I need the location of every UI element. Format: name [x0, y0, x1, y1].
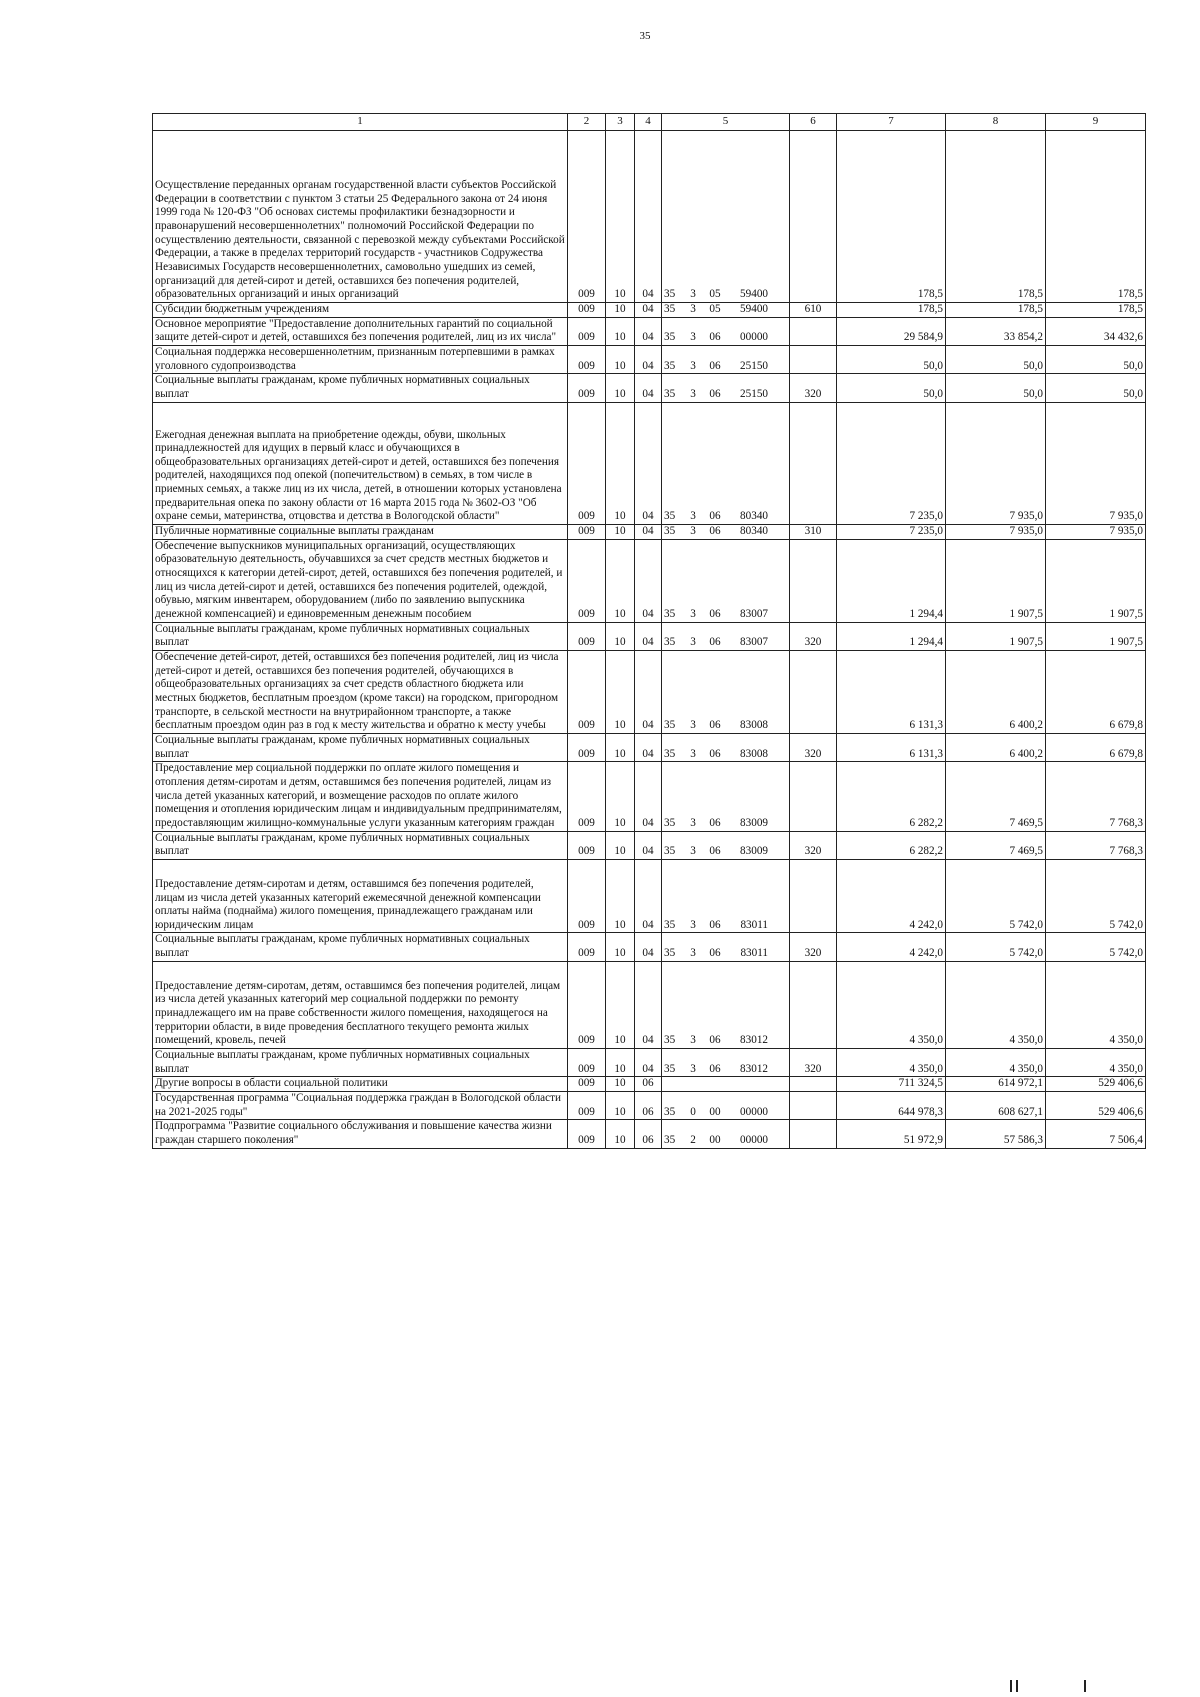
amount-col-9: 529 406,6: [1046, 1092, 1146, 1120]
ministry-code: 009: [568, 1077, 606, 1092]
target-article-code: [662, 1092, 790, 1120]
amount-col-9: 50,0: [1046, 345, 1146, 373]
target-article-part: 25150: [740, 359, 768, 372]
amount-col-9: 6 679,8: [1046, 651, 1146, 734]
target-article-part: 00000: [740, 331, 768, 344]
amount-col-7: 4 350,0: [837, 1049, 946, 1077]
page-number: 35: [639, 30, 651, 42]
target-article-part: 06: [709, 747, 721, 760]
target-article-part: 3: [690, 608, 696, 621]
amount-col-9: 4 350,0: [1046, 1049, 1146, 1077]
header-col-7: 7: [837, 114, 946, 131]
target-article-part: 3: [690, 1034, 696, 1047]
target-article-part: 3: [690, 918, 696, 931]
target-article-part: 05: [709, 302, 721, 315]
target-article-part: 3: [690, 359, 696, 372]
target-article-part: 35: [664, 510, 676, 523]
table-row: [153, 831, 1146, 859]
row-description: Подпрограмма "Развитие социального обслуживания и повышение качества жизни граждан старшего поколения": [153, 1120, 568, 1148]
target-article-part: 3: [690, 747, 696, 760]
header-col-5: 5: [662, 114, 790, 131]
amount-col-9: 4 350,0: [1046, 961, 1146, 1048]
amount-col-7: 711 324,5: [837, 1077, 946, 1092]
target-article-part: 35: [664, 816, 676, 829]
subsection-code: 04: [635, 539, 662, 622]
section-code: 10: [606, 345, 635, 373]
subsection-code: 06: [635, 1077, 662, 1092]
section-code: 10: [606, 733, 635, 761]
section-code: 10: [606, 1077, 635, 1092]
header-col-2: 2: [568, 114, 606, 131]
expense-type-code: 320: [790, 622, 837, 650]
target-article-part: 35: [664, 845, 676, 858]
amount-col-8: 33 854,2: [946, 317, 1046, 345]
target-article-part: 35: [664, 1134, 676, 1146]
target-article-code: [662, 302, 790, 317]
target-article-part: 06: [709, 525, 721, 538]
amount-col-7: 6 282,2: [837, 762, 946, 831]
row-description: Обеспечение детей-сирот, детей, оставшихся без попечения родителей, лиц из числа детей-сирот и детей, оставшихся без попечения родителей, обучающихся в общеобразовательных организациях за счет средств областного бюджета или местных бюджетов, бесплатным проездом (кроме такси) на городском, пригородном транспорте, в сельской местности на внутрирайонном транспорте, а также бесплатным проездом один раз в год к месту жительства и обратно к месту учебы: [153, 651, 568, 734]
target-article-part: 3: [690, 387, 696, 400]
target-article-part: 35: [664, 288, 676, 301]
target-article-part: 06: [709, 1034, 721, 1047]
target-article-part: 83008: [740, 719, 768, 732]
amount-col-7: 4 242,0: [837, 859, 946, 933]
amount-col-8: 1 907,5: [946, 622, 1046, 650]
amount-col-9: 1 907,5: [1046, 622, 1146, 650]
ministry-code: 009: [568, 525, 606, 540]
target-article-code: [662, 1077, 790, 1092]
table-row: [153, 961, 1146, 1048]
expense-type-code: [790, 651, 837, 734]
target-article-part: 59400: [740, 302, 768, 315]
amount-col-9: 5 742,0: [1046, 859, 1146, 933]
subsection-code: 04: [635, 402, 662, 525]
subsection-code: 04: [635, 1049, 662, 1077]
table-row: [153, 733, 1146, 761]
target-article-part: 06: [709, 359, 721, 372]
row-description: Ежегодная денежная выплата на приобретение одежды, обуви, школьных принадлежностей для идущих в первый класс и обучающихся в общеобразовательных организациях детей-сирот и детей, оставшихся без попечения родителей, находящихся под опекой (попечительством) в семьях, в том числе в приемных семьях, а также лиц из их числа, детей, в отношении которых установлена предварительная опека по закону области от 16 марта 2015 года № 3602-ОЗ "Об охране семьи, материнства, отцовства и детства в Вологодской области": [153, 402, 568, 525]
row-description: Публичные нормативные социальные выплаты гражданам: [153, 525, 568, 540]
target-article-part: 83012: [740, 1034, 768, 1047]
amount-col-9: 7 506,4: [1046, 1120, 1146, 1148]
amount-col-8: 614 972,1: [946, 1077, 1046, 1092]
target-article-code: [662, 762, 790, 831]
row-description: Предоставление детям-сиротам и детям, оставшимся без попечения родителей, лицам из числа детей указанных категорий ежемесячной денежной компенсации оплаты найма (поднайма) жилого помещения, принадлежащего гражданам или юридическим лицам: [153, 859, 568, 933]
amount-col-9: 6 679,8: [1046, 733, 1146, 761]
amount-col-7: 178,5: [837, 302, 946, 317]
table-row: [153, 1077, 1146, 1092]
expense-type-code: [790, 402, 837, 525]
amount-col-8: 6 400,2: [946, 651, 1046, 734]
table-row: [153, 302, 1146, 317]
section-code: 10: [606, 651, 635, 734]
amount-col-7: 4 350,0: [837, 961, 946, 1048]
row-description: Социальные выплаты гражданам, кроме публичных нормативных социальных выплат: [153, 733, 568, 761]
section-code: 10: [606, 622, 635, 650]
table-row: [153, 622, 1146, 650]
target-article-part: 06: [709, 1062, 721, 1075]
subsection-code: 06: [635, 1092, 662, 1120]
table-row: [153, 402, 1146, 525]
target-article-part: 80340: [740, 510, 768, 523]
subsection-code: 04: [635, 762, 662, 831]
section-code: 10: [606, 1092, 635, 1120]
target-article-part: 00000: [740, 1134, 768, 1146]
header-col-6: 6: [790, 114, 837, 131]
amount-col-8: 6 400,2: [946, 733, 1046, 761]
ministry-code: 009: [568, 131, 606, 303]
amount-col-9: 178,5: [1046, 131, 1146, 303]
ministry-code: 009: [568, 1092, 606, 1120]
subsection-code: 04: [635, 651, 662, 734]
subsection-code: 04: [635, 131, 662, 303]
scan-mark: [1010, 1680, 1012, 1692]
target-article-part: 00: [709, 1105, 721, 1118]
expense-type-code: 610: [790, 302, 837, 317]
amount-col-7: 50,0: [837, 374, 946, 402]
table-row: [153, 374, 1146, 402]
target-article-code: [662, 525, 790, 540]
expense-type-code: [790, 1077, 837, 1092]
target-article-code: [662, 402, 790, 525]
target-article-code: [662, 1049, 790, 1077]
table-row: [153, 1049, 1146, 1077]
table-row: [153, 345, 1146, 373]
table-row: [153, 1120, 1146, 1148]
target-article-part: 00: [709, 1134, 721, 1146]
row-description: Обеспечение выпускников муниципальных организаций, осуществляющих образовательную деятельность, обучавшихся за счет средств местных бюджетов и относящихся к категории детей-сирот, детей, оставшихся без попечения родителей, и лиц из числа детей-сирот и детей, оставшихся без попечения родителей, одеждой, обувью, мягким инвентарем, оборудованием (либо по заявлению выпускника денежной компенсацией) и единовременным денежным пособием: [153, 539, 568, 622]
target-article-part: 25150: [740, 387, 768, 400]
target-article-part: 83008: [740, 747, 768, 760]
row-description: Социальная поддержка несовершеннолетним, признанным потерпевшими в рамках уголовного судопроизводства: [153, 345, 568, 373]
expense-type-code: 320: [790, 374, 837, 402]
table-row: [153, 651, 1146, 734]
amount-col-7: 178,5: [837, 131, 946, 303]
row-description: Осуществление переданных органам государственной власти субъектов Российской Федерации в соответствии с пунктом 3 статьи 25 Федерального закона от 24 июня 1999 года № 120-ФЗ "Об основах системы профилактики безнадзорности и правонарушений несовершеннолетних" полномочий Российской Федерации по осуществлению деятельности, связанной с перевозкой между субъектами Российской Федерации, а также в пределах территорий государств - участников Содружества Независимых Государств несовершеннолетних, самовольно ушедших из семей, организаций для детей-сирот и детей, оставшихся без попечения родителей, образовательных организаций и иных организаций: [153, 131, 568, 303]
amount-col-7: 51 972,9: [837, 1120, 946, 1148]
amount-col-7: 1 294,4: [837, 622, 946, 650]
target-article-part: 35: [664, 608, 676, 621]
target-article-part: 3: [690, 1062, 696, 1075]
amount-col-8: 7 935,0: [946, 402, 1046, 525]
amount-col-7: 7 235,0: [837, 525, 946, 540]
header-col-3: 3: [606, 114, 635, 131]
amount-col-7: 4 242,0: [837, 933, 946, 961]
amount-col-9: 529 406,6: [1046, 1077, 1146, 1092]
row-description: Государственная программа "Социальная поддержка граждан в Вологодской области на 2021-2025 годы": [153, 1092, 568, 1120]
expense-type-code: [790, 317, 837, 345]
subsection-code: 04: [635, 622, 662, 650]
amount-col-8: 5 742,0: [946, 933, 1046, 961]
target-article-part: 83009: [740, 845, 768, 858]
target-article-part: 06: [709, 387, 721, 400]
ministry-code: 009: [568, 1120, 606, 1148]
expense-type-code: [790, 961, 837, 1048]
subsection-code: 04: [635, 831, 662, 859]
target-article-part: 35: [664, 947, 676, 960]
ministry-code: 009: [568, 374, 606, 402]
ministry-code: 009: [568, 651, 606, 734]
header-col-1: 1: [153, 114, 568, 131]
amount-col-8: 178,5: [946, 131, 1046, 303]
target-article-part: 00000: [740, 1105, 768, 1118]
expense-type-code: [790, 859, 837, 933]
amount-col-9: 7 935,0: [1046, 525, 1146, 540]
target-article-part: 59400: [740, 288, 768, 301]
table-row: [153, 859, 1146, 933]
target-article-code: [662, 1120, 790, 1148]
row-description: Социальные выплаты гражданам, кроме публичных нормативных социальных выплат: [153, 374, 568, 402]
section-code: 10: [606, 539, 635, 622]
target-article-part: 06: [709, 636, 721, 649]
amount-col-7: 50,0: [837, 345, 946, 373]
ministry-code: 009: [568, 733, 606, 761]
subsection-code: 04: [635, 317, 662, 345]
table-row: [153, 1092, 1146, 1120]
target-article-part: 3: [690, 636, 696, 649]
target-article-part: 2: [690, 1134, 696, 1146]
header-col-4: 4: [635, 114, 662, 131]
scan-mark: [1084, 1680, 1086, 1692]
target-article-code: [662, 651, 790, 734]
target-article-part: 3: [690, 947, 696, 960]
section-code: 10: [606, 762, 635, 831]
target-article-part: 06: [709, 331, 721, 344]
target-article-part: 3: [690, 302, 696, 315]
target-article-part: 06: [709, 947, 721, 960]
expense-type-code: 320: [790, 933, 837, 961]
target-article-part: 3: [690, 816, 696, 829]
table-row: [153, 762, 1146, 831]
amount-col-9: 178,5: [1046, 302, 1146, 317]
section-code: 10: [606, 1049, 635, 1077]
subsection-code: 04: [635, 961, 662, 1048]
target-article-part: 35: [664, 302, 676, 315]
section-code: 10: [606, 374, 635, 402]
target-article-part: 83007: [740, 608, 768, 621]
amount-col-8: 4 350,0: [946, 961, 1046, 1048]
target-article-part: 83007: [740, 636, 768, 649]
target-article-code: [662, 317, 790, 345]
ministry-code: 009: [568, 961, 606, 1048]
section-code: 10: [606, 302, 635, 317]
subsection-code: 04: [635, 345, 662, 373]
target-article-part: 3: [690, 845, 696, 858]
amount-col-8: 178,5: [946, 302, 1046, 317]
row-description: Социальные выплаты гражданам, кроме публичных нормативных социальных выплат: [153, 1049, 568, 1077]
subsection-code: 04: [635, 525, 662, 540]
target-article-part: 83012: [740, 1062, 768, 1075]
target-article-part: 3: [690, 331, 696, 344]
target-article-code: [662, 622, 790, 650]
amount-col-7: 6 131,3: [837, 651, 946, 734]
ministry-code: 009: [568, 762, 606, 831]
section-code: 10: [606, 831, 635, 859]
amount-col-9: 7 768,3: [1046, 762, 1146, 831]
expense-type-code: [790, 762, 837, 831]
ministry-code: 009: [568, 539, 606, 622]
subsection-code: 04: [635, 733, 662, 761]
amount-col-9: 5 742,0: [1046, 933, 1146, 961]
expense-type-code: [790, 1092, 837, 1120]
row-description: Социальные выплаты гражданам, кроме публичных нормативных социальных выплат: [153, 831, 568, 859]
ministry-code: 009: [568, 622, 606, 650]
amount-col-9: 7 768,3: [1046, 831, 1146, 859]
section-code: 10: [606, 131, 635, 303]
expense-type-code: 320: [790, 733, 837, 761]
amount-col-8: 50,0: [946, 345, 1046, 373]
subsection-code: 06: [635, 1120, 662, 1148]
row-description: Другие вопросы в области социальной политики: [153, 1077, 568, 1092]
target-article-code: [662, 961, 790, 1048]
amount-col-7: 7 235,0: [837, 402, 946, 525]
target-article-part: 06: [709, 608, 721, 621]
subsection-code: 04: [635, 374, 662, 402]
target-article-part: 83011: [740, 947, 768, 960]
ministry-code: 009: [568, 317, 606, 345]
target-article-part: 3: [690, 719, 696, 732]
target-article-code: [662, 539, 790, 622]
target-article-part: 83009: [740, 816, 768, 829]
table-row: [153, 539, 1146, 622]
subsection-code: 04: [635, 859, 662, 933]
amount-col-8: 608 627,1: [946, 1092, 1046, 1120]
target-article-part: 06: [709, 510, 721, 523]
target-article-part: 35: [664, 719, 676, 732]
amount-col-7: 6 282,2: [837, 831, 946, 859]
amount-col-9: 34 432,6: [1046, 317, 1146, 345]
target-article-part: 35: [664, 1105, 676, 1118]
section-code: 10: [606, 402, 635, 525]
ministry-code: 009: [568, 831, 606, 859]
amount-col-8: 7 935,0: [946, 525, 1046, 540]
header-col-9: 9: [1046, 114, 1146, 131]
subsection-code: 04: [635, 933, 662, 961]
target-article-part: 35: [664, 636, 676, 649]
amount-col-8: 57 586,3: [946, 1120, 1046, 1148]
budget-table: [152, 113, 1146, 1149]
amount-col-9: 1 907,5: [1046, 539, 1146, 622]
expense-type-code: [790, 345, 837, 373]
target-article-code: [662, 345, 790, 373]
target-article-part: 35: [664, 359, 676, 372]
ministry-code: 009: [568, 1049, 606, 1077]
target-article-part: 35: [664, 1062, 676, 1075]
section-code: 10: [606, 961, 635, 1048]
amount-col-7: 644 978,3: [837, 1092, 946, 1120]
target-article-code: [662, 859, 790, 933]
amount-col-8: 5 742,0: [946, 859, 1046, 933]
target-article-code: [662, 733, 790, 761]
table-row: [153, 933, 1146, 961]
target-article-part: 3: [690, 510, 696, 523]
row-description: Социальные выплаты гражданам, кроме публичных нормативных социальных выплат: [153, 933, 568, 961]
section-code: 10: [606, 1120, 635, 1148]
target-article-part: 35: [664, 331, 676, 344]
amount-col-8: 50,0: [946, 374, 1046, 402]
row-description: Социальные выплаты гражданам, кроме публичных нормативных социальных выплат: [153, 622, 568, 650]
expense-type-code: 320: [790, 831, 837, 859]
amount-col-7: 6 131,3: [837, 733, 946, 761]
target-article-part: 3: [690, 288, 696, 301]
target-article-code: [662, 131, 790, 303]
table-row: [153, 317, 1146, 345]
target-article-part: 06: [709, 918, 721, 931]
row-description: Основное мероприятие "Предоставление дополнительных гарантий по социальной защите детей-сирот и детей, оставшихся без попечения родителей, лиц из их числа": [153, 317, 568, 345]
target-article-code: [662, 933, 790, 961]
ministry-code: 009: [568, 402, 606, 525]
ministry-code: 009: [568, 302, 606, 317]
section-code: 10: [606, 859, 635, 933]
section-code: 10: [606, 933, 635, 961]
amount-col-9: 7 935,0: [1046, 402, 1146, 525]
target-article-code: [662, 831, 790, 859]
expense-type-code: 320: [790, 1049, 837, 1077]
header-row: [153, 114, 1146, 131]
target-article-code: [662, 374, 790, 402]
scan-mark: [1016, 1680, 1018, 1692]
table-row: [153, 525, 1146, 540]
target-article-part: 35: [664, 387, 676, 400]
expense-type-code: [790, 131, 837, 303]
target-article-part: 3: [690, 525, 696, 538]
target-article-part: 35: [664, 918, 676, 931]
target-article-part: 0: [690, 1105, 696, 1118]
target-article-part: 83011: [740, 918, 768, 931]
expense-type-code: [790, 1120, 837, 1148]
target-article-part: 05: [709, 288, 721, 301]
target-article-part: 06: [709, 719, 721, 732]
subsection-code: 04: [635, 302, 662, 317]
target-article-part: 06: [709, 816, 721, 829]
amount-col-8: 7 469,5: [946, 831, 1046, 859]
row-description: Предоставление детям-сиротам, детям, оставшимся без попечения родителей, лицам из числа детей указанных категорий мер социальной поддержки по ремонту принадлежащего им на праве собственности жилого помещения, находящегося на территории области, в виде проведения бесплатного текущего ремонта жилых помещений, кровель, печей: [153, 961, 568, 1048]
expense-type-code: 310: [790, 525, 837, 540]
section-code: 10: [606, 317, 635, 345]
ministry-code: 009: [568, 933, 606, 961]
row-description: Предоставление мер социальной поддержки по оплате жилого помещения и отопления детям-сиротам и детям, оставшимся без попечения родителей, лицам из числа детей указанных категорий, и возмещение расходов по оплате жилого помещения и отопления юридическим лицам и индивидуальным предпринимателям, предоставляющим жилищно-коммунальные услуги указанным категориям граждан: [153, 762, 568, 831]
amount-col-9: 50,0: [1046, 374, 1146, 402]
amount-col-7: 1 294,4: [837, 539, 946, 622]
section-code: 10: [606, 525, 635, 540]
amount-col-8: 1 907,5: [946, 539, 1046, 622]
amount-col-8: 4 350,0: [946, 1049, 1046, 1077]
amount-col-8: 7 469,5: [946, 762, 1046, 831]
row-description: Субсидии бюджетным учреждениям: [153, 302, 568, 317]
expense-type-code: [790, 539, 837, 622]
target-article-part: 35: [664, 747, 676, 760]
ministry-code: 009: [568, 345, 606, 373]
target-article-part: 35: [664, 525, 676, 538]
header-col-8: 8: [946, 114, 1046, 131]
amount-col-7: 29 584,9: [837, 317, 946, 345]
target-article-part: 06: [709, 845, 721, 858]
target-article-part: 35: [664, 1034, 676, 1047]
table-row: [153, 131, 1146, 303]
target-article-part: 80340: [740, 525, 768, 538]
ministry-code: 009: [568, 859, 606, 933]
